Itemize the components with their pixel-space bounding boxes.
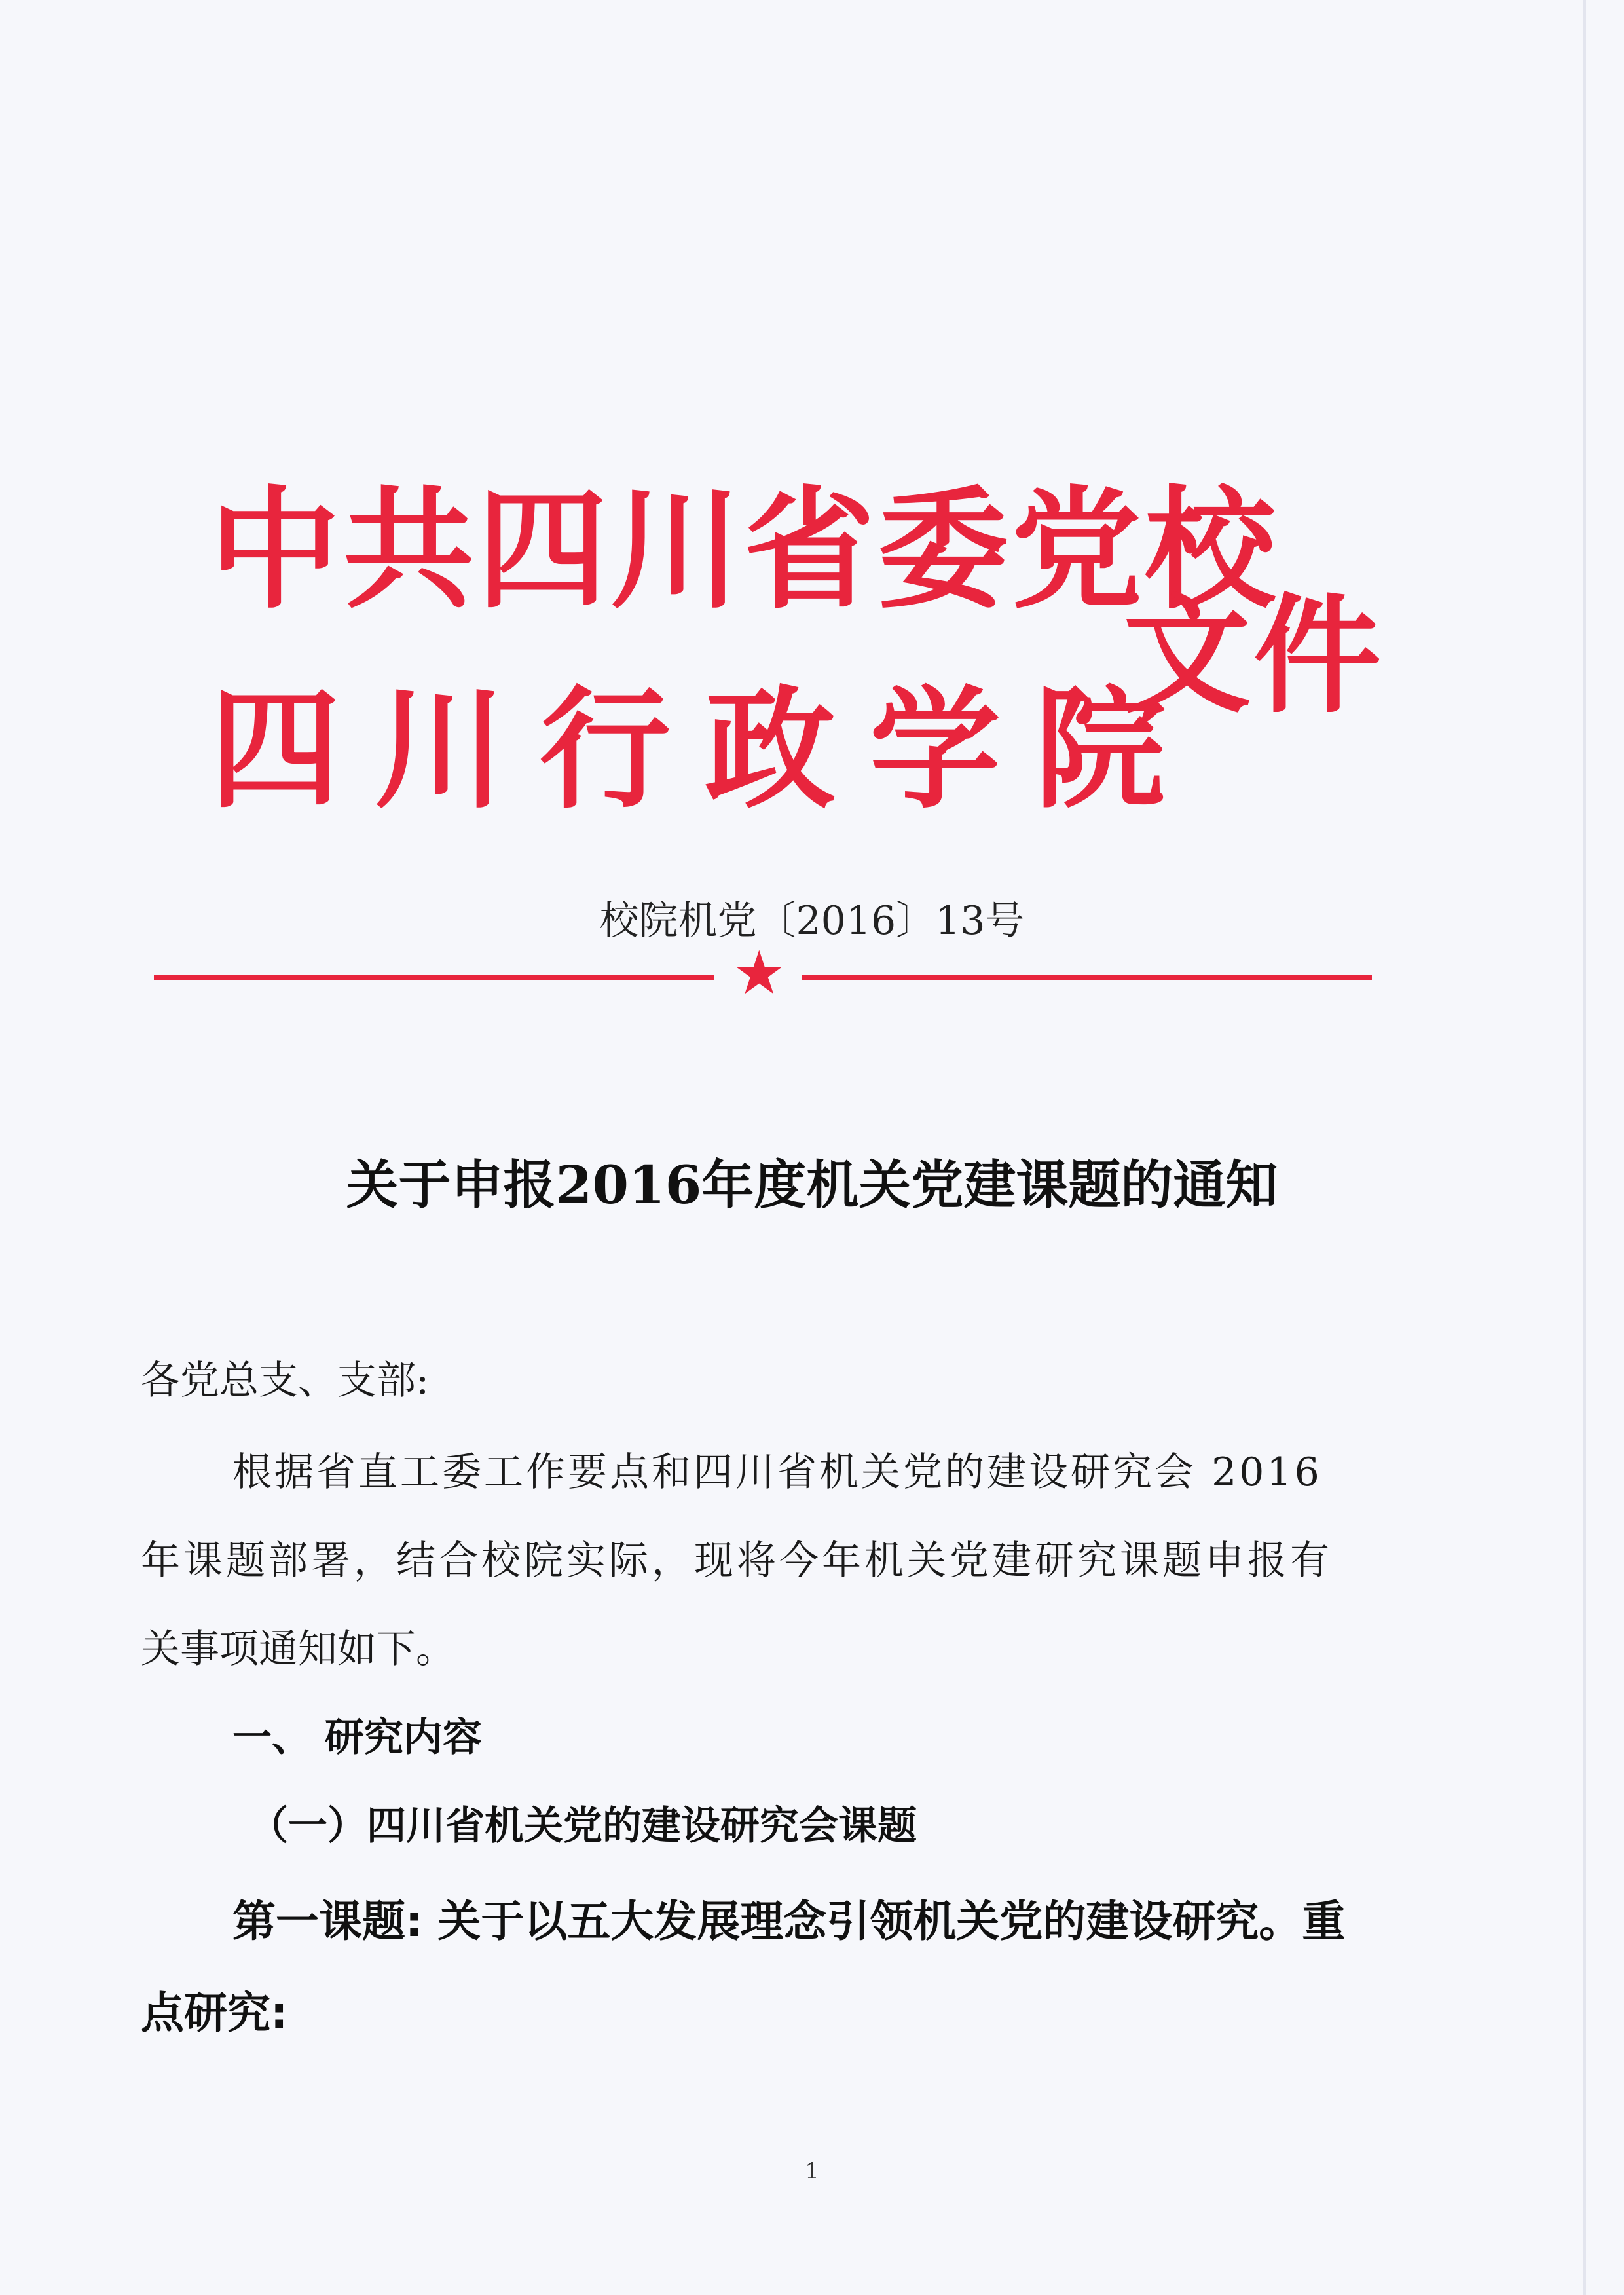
document-label: 文件 — [1123, 582, 1384, 730]
topic-1-line-2: 点研究: — [141, 1988, 288, 2038]
document-number: 校院机党〔2016〕13号 — [599, 898, 1025, 944]
notice-title: 关于申报2016年度机关党建课题的通知 — [346, 1154, 1278, 1216]
topic-1-line-1: 第一课题: 关于以五大发展理念引领机关党的建设研究。重 — [232, 1896, 1346, 1947]
paragraph-line-2: 年课题部署，结合校院实际，现将今年机关党建研究课题申报有 — [141, 1538, 1333, 1584]
section-heading-research-content: 一、 研究内容 — [232, 1715, 482, 1761]
paragraph-line-1: 根据省直工委工作要点和四川省机关党的建设研究会 2016 — [232, 1449, 1322, 1495]
page-number: 1 — [805, 2158, 819, 2184]
red-rule-left — [154, 975, 714, 980]
red-rule-right — [802, 975, 1372, 980]
star-icon: ★ — [732, 938, 786, 1008]
org-name-line1: 中共四川省委党校 — [210, 474, 1279, 627]
subsection-heading: （一）四川省机关党的建设研究会课题 — [249, 1803, 917, 1849]
paragraph-line-3: 关事项通知如下。 — [141, 1626, 455, 1672]
salutation: 各党总支、支部: — [141, 1358, 430, 1404]
org-name-line2: 四川行政学院 — [210, 674, 1200, 827]
